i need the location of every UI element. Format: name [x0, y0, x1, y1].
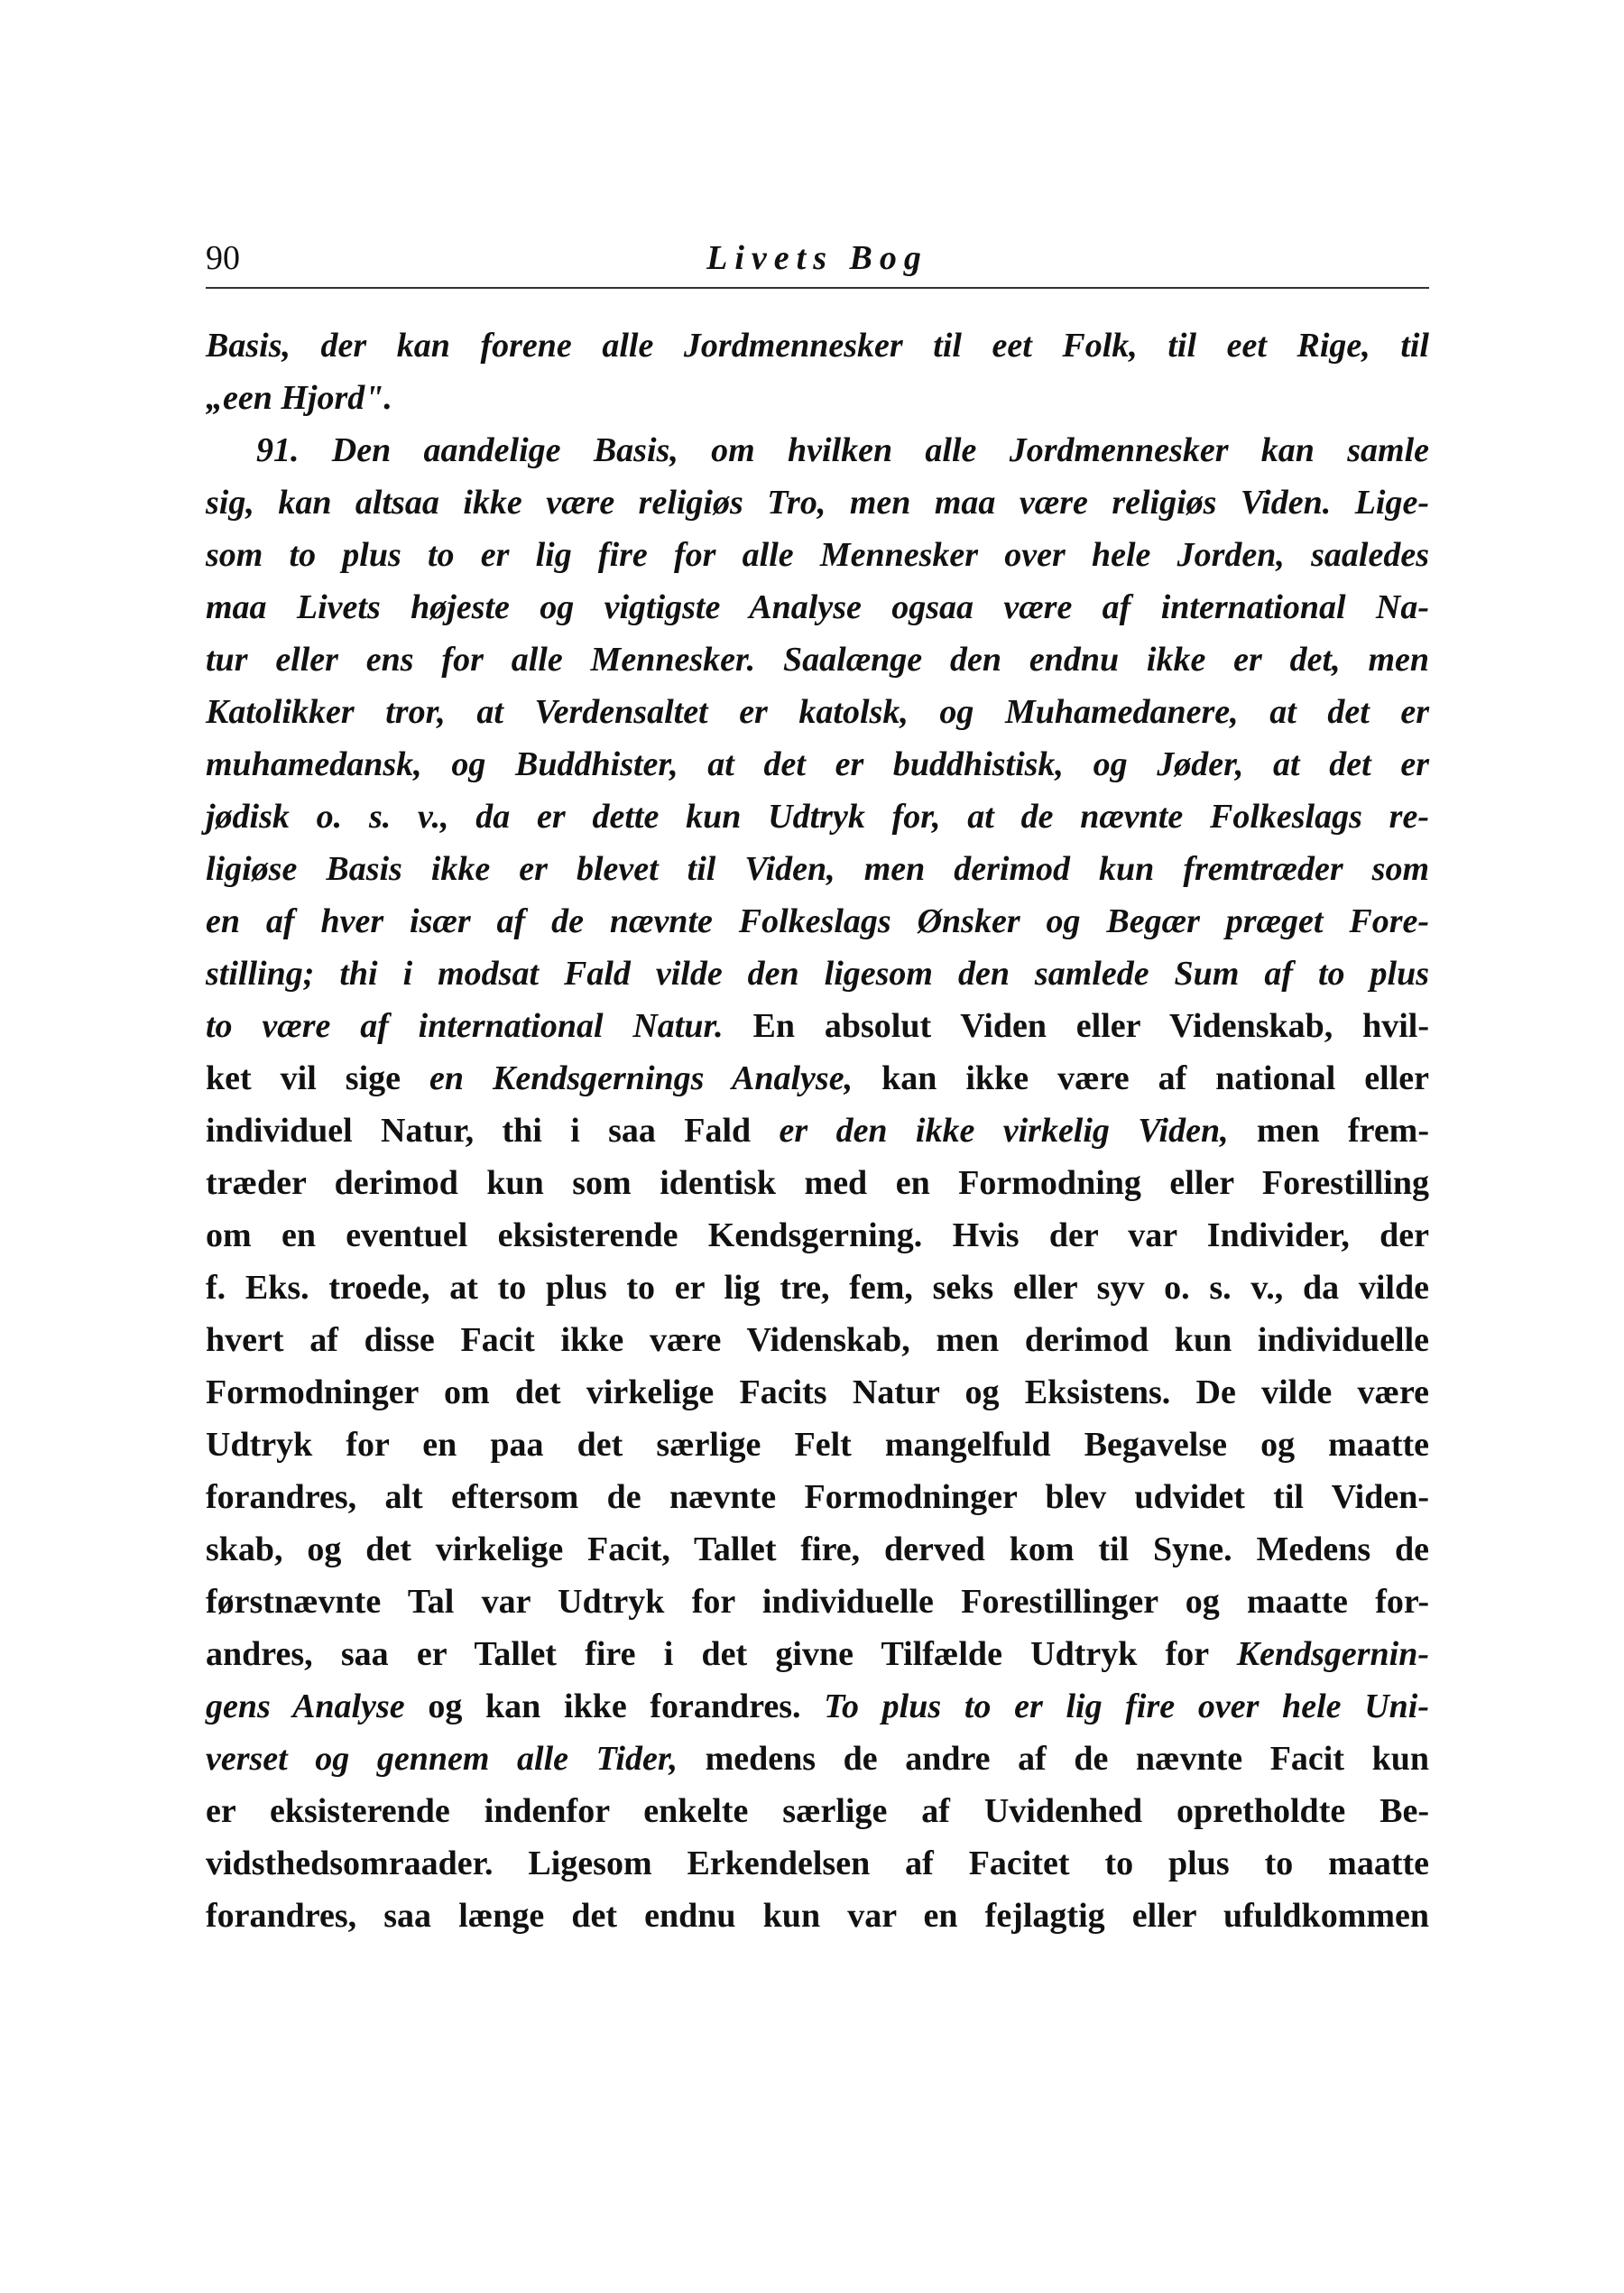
text-line: [206, 686, 1429, 738]
text-line: [206, 1366, 1429, 1419]
italic-text-segment: en af hver især af de nævnte Folkeslags Ønsker og Begær præget Fore-: [206, 902, 1429, 940]
italic-text-segment: gens Analyse: [206, 1687, 405, 1725]
text-line: [206, 1000, 1429, 1052]
italic-text-segment: en Kendsgernings Analyse,: [429, 1059, 854, 1097]
text-line: [206, 319, 1429, 372]
text-line: [206, 1419, 1429, 1471]
text-line: [206, 1785, 1429, 1837]
italic-text-segment: som to plus to er lig fire for alle Mennesker over hele Jorden, saaledes: [206, 536, 1429, 574]
text-line: [206, 895, 1429, 948]
text-line: [206, 1733, 1429, 1785]
text-line: [206, 529, 1429, 581]
italic-text-segment: to være af international Natur.: [206, 1007, 724, 1045]
text-segment: forandres, saa længe det endnu kun var en fejlagtig eller ufuldkommen: [206, 1897, 1429, 1935]
text-line: [206, 843, 1429, 895]
text-line: [206, 1576, 1429, 1628]
text-line: [206, 948, 1429, 1000]
italic-text-segment: ligiøse Basis ikke er blevet til Viden, men derimod kun fremtræder som: [206, 850, 1429, 888]
text-line: [206, 1157, 1429, 1209]
text-line: [206, 1105, 1429, 1157]
text-line: [206, 476, 1429, 529]
italic-text-segment: To plus to er lig fire over hele Uni-: [824, 1687, 1429, 1725]
text-line: [206, 1471, 1429, 1523]
text-line: [206, 1680, 1429, 1733]
text-line: [206, 1052, 1429, 1105]
text-segment: skab, og det virkelige Facit, Tallet fire, derved kom til Syne. Medens de: [206, 1530, 1429, 1568]
text-line: [206, 581, 1429, 633]
text-line: [206, 1837, 1429, 1890]
text-segment: ket vil sige: [206, 1059, 430, 1097]
italic-text-segment: Kendsgernin-: [1236, 1635, 1429, 1673]
text-line: [206, 1209, 1429, 1262]
text-segment: men frem-: [1228, 1112, 1429, 1150]
italic-text-segment: er den ikke virkelig Viden,: [779, 1112, 1229, 1150]
text-segment: En absolut Viden eller Videnskab, hvil-: [723, 1007, 1430, 1045]
italic-text-segment: stilling; thi i modsat Fald vilde den ligesom den samlede Sum af to plus: [206, 955, 1429, 993]
header-rule: [206, 287, 1429, 289]
text-segment: f. Eks. troede, at to plus to er lig tre, fem, seks eller syv o. s. v., da vilde: [206, 1269, 1429, 1307]
italic-text-segment: 91. Den aandelige Basis, om hvilken alle Jordmennesker kan samle: [256, 431, 1429, 469]
text-line: [206, 1314, 1429, 1366]
text-segment: individuel Natur, thi i saa Fald: [206, 1112, 780, 1150]
italic-text-segment: Katolikker tror, at Verdensaltet er katolsk, og Muhamedanere, at det er: [206, 693, 1429, 731]
text-segment: hvert af disse Facit ikke være Videnskab, men derimod kun individuelle: [206, 1321, 1429, 1359]
text-segment: er eksisterende indenfor enkelte særlige af Uvidenhed opretholdte Be-: [206, 1792, 1429, 1830]
italic-text-segment: tur eller ens for alle Mennesker. Saalænge den endnu ikke er det, men: [206, 641, 1429, 679]
italic-text-segment: sig, kan altsaa ikke være religiøs Tro, men maa være religiøs Viden. Lige-: [206, 484, 1429, 522]
body-text: [206, 319, 1429, 1942]
text-line: [206, 1628, 1429, 1680]
text-line: [206, 424, 1429, 476]
italic-text-segment: jødisk o. s. v., da er dette kun Udtryk for, at de nævnte Folkeslags re-: [206, 798, 1429, 836]
text-line: [206, 372, 1429, 424]
page-number: 90: [206, 239, 240, 277]
page-header: [206, 233, 1429, 283]
text-line: [206, 738, 1429, 791]
text-line: [206, 633, 1429, 686]
text-segment: førstnævnte Tal var Udtryk for individuelle Forestillinger og maatte for-: [206, 1583, 1429, 1621]
italic-text-segment: verset og gennem alle Tider,: [206, 1740, 678, 1778]
italic-text-segment: „een Hjord".: [206, 379, 392, 417]
text-segment: og kan ikke forandres.: [404, 1687, 825, 1725]
text-line: [206, 1890, 1429, 1942]
italic-text-segment: Basis, der kan forene alle Jordmennesker til eet Folk, til eet Rige, til: [206, 327, 1429, 365]
text-segment: andres, saa er Tallet fire i det givne Tilfælde Udtryk for: [206, 1635, 1237, 1673]
text-line: [206, 1523, 1429, 1576]
text-segment: Udtryk for en paa det særlige Felt mangelfuld Begavelse og maatte: [206, 1426, 1429, 1464]
running-title: Livets Bog: [706, 239, 928, 277]
text-segment: kan ikke være af national eller: [853, 1059, 1429, 1097]
text-segment: om en eventuel eksisterende Kendsgerning. Hvis der var Individer, der: [206, 1216, 1429, 1254]
text-segment: medens de andre af de nævnte Facit kun: [678, 1740, 1429, 1778]
text-segment: træder derimod kun som identisk med en Formodning eller Forestilling: [206, 1164, 1429, 1202]
italic-text-segment: muhamedansk, og Buddhister, at det er buddhistisk, og Jøder, at det er: [206, 745, 1429, 783]
text-line: [206, 1262, 1429, 1314]
text-segment: forandres, alt eftersom de nævnte Formodninger blev udvidet til Viden-: [206, 1478, 1429, 1516]
text-segment: Formodninger om det virkelige Facits Natur og Eksistens. De vilde være: [206, 1373, 1429, 1411]
text-line: [206, 791, 1429, 843]
italic-text-segment: maa Livets højeste og vigtigste Analyse ogsaa være af international Na-: [206, 588, 1429, 626]
text-segment: vidsthedsomraader. Ligesom Erkendelsen af Facitet to plus to maatte: [206, 1845, 1429, 1882]
